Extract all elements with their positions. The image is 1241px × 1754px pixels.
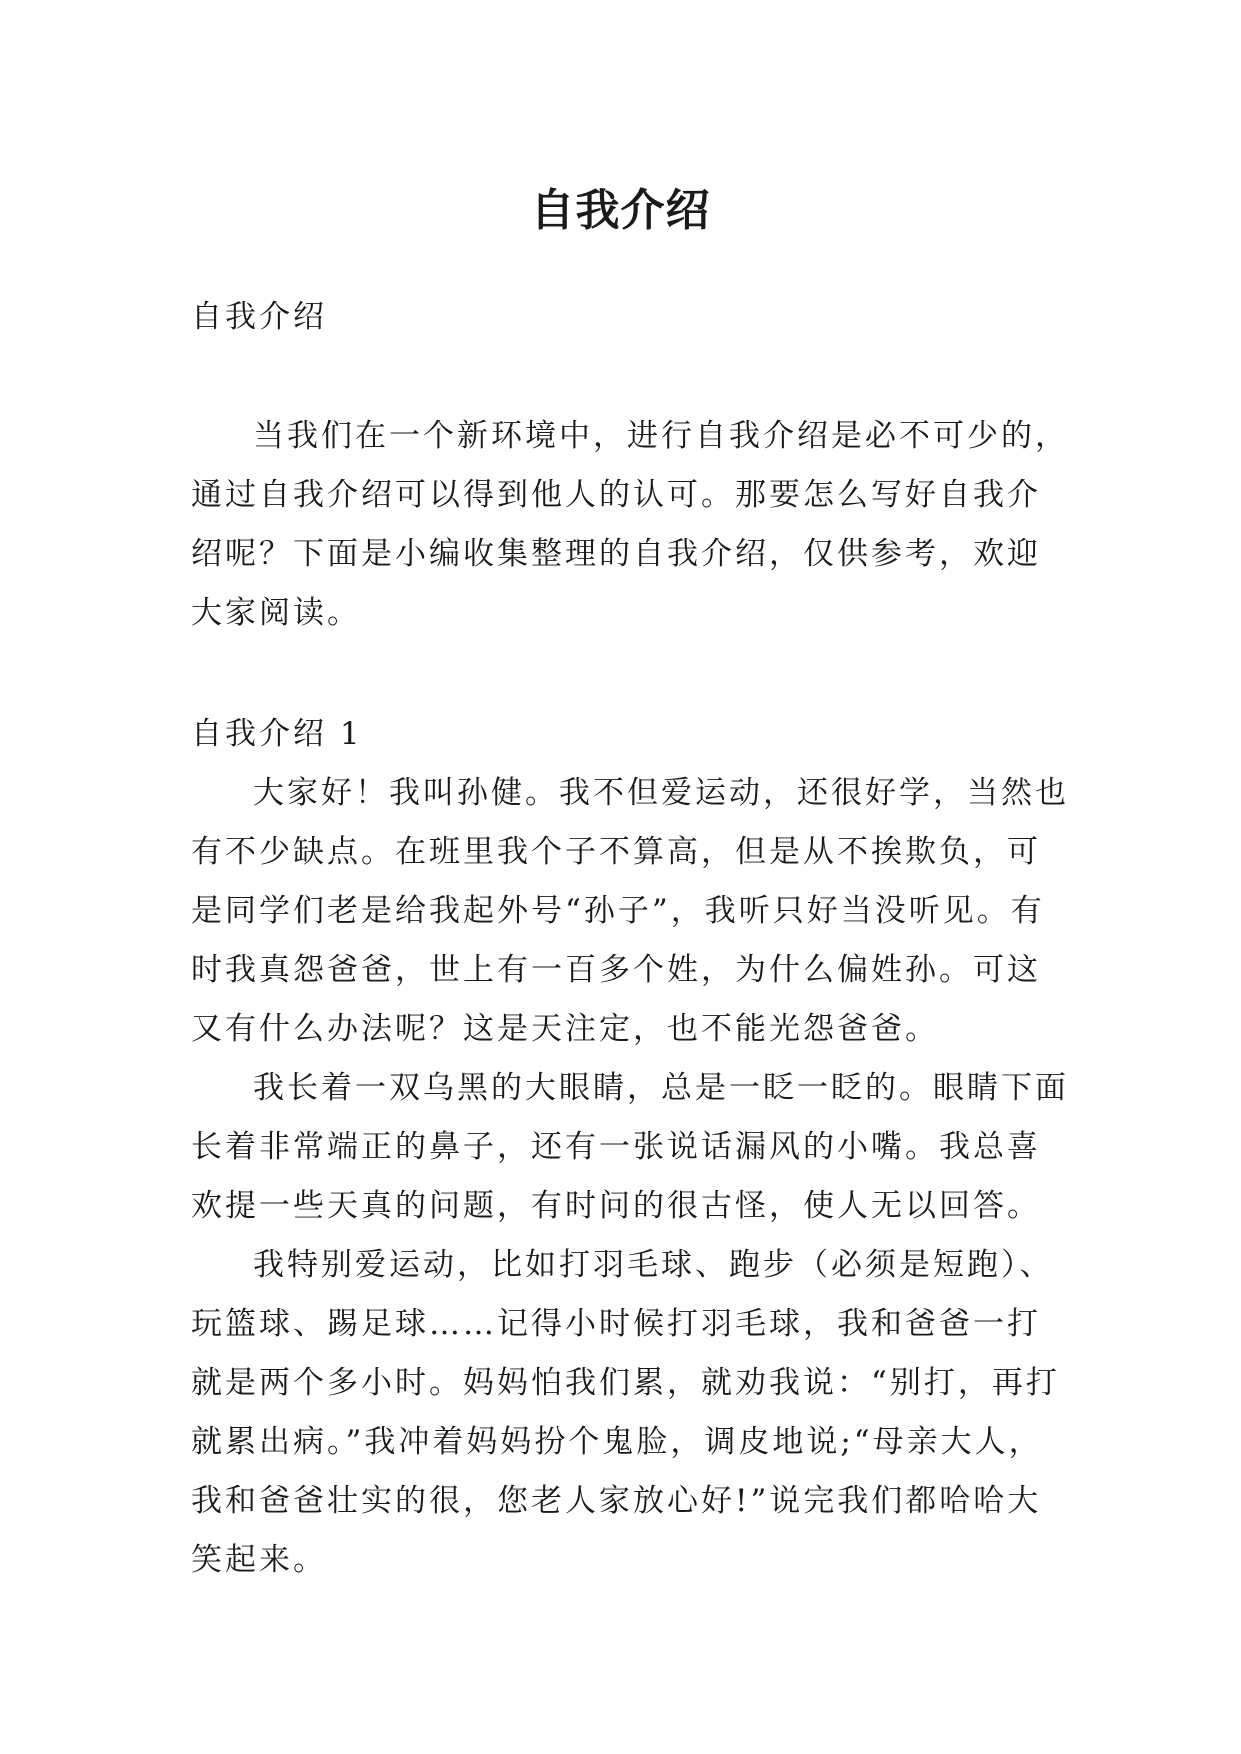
document-body: [191, 288, 1071, 1590]
intro-paragraph: 当我们在一个新环境中，进行自我介绍是必不可少的，通过自我介绍可以得到他人的认可。那要怎么写好自我介绍呢？下面是小编收集整理的自我介绍，仅供参考，欢迎大家阅读。: [191, 418, 1069, 631]
body-paragraph-3: 我特别爱运动，比如打羽毛球、跑步（必须是短跑）、玩篮球、踢足球……记得小时候打羽毛球，我和爸爸一打就是两个多小时。妈妈怕我们累，就劝我说：“别打，再打就累出病。”我冲着妈妈扮个鬼脸，调皮地说;“母亲大人，我和爸爸壮实的很，您老人家放心好!”说完我们都哈哈大笑起来。: [191, 1247, 1060, 1578]
document-title: 自我介绍: [530, 185, 711, 237]
body-paragraph-1: 大家好！我叫孙健。我不但爱运动，还很好学，当然也有不少缺点。在班里我个子不算高，但是从不挨欺负，可是同学们老是给我起外号“孙子”，我听只好当没听见。有时我真怨爸爸，世上有一百多个姓，为什么偏姓孙。可这又有什么办法呢？这是天注定，也不能光怨爸爸。: [191, 775, 1069, 1047]
body-paragraph-2: 我长着一双乌黑的大眼睛，总是一眨一眨的。眼睛下面长着非常端正的鼻子，还有一张说话漏风的小嘴。我总喜欢提一些天真的问题，有时问的很古怪，使人无以回答。: [191, 1070, 1069, 1224]
document-subtitle: 自我介绍: [191, 299, 327, 335]
section-heading: 自我介绍 1: [191, 716, 363, 752]
